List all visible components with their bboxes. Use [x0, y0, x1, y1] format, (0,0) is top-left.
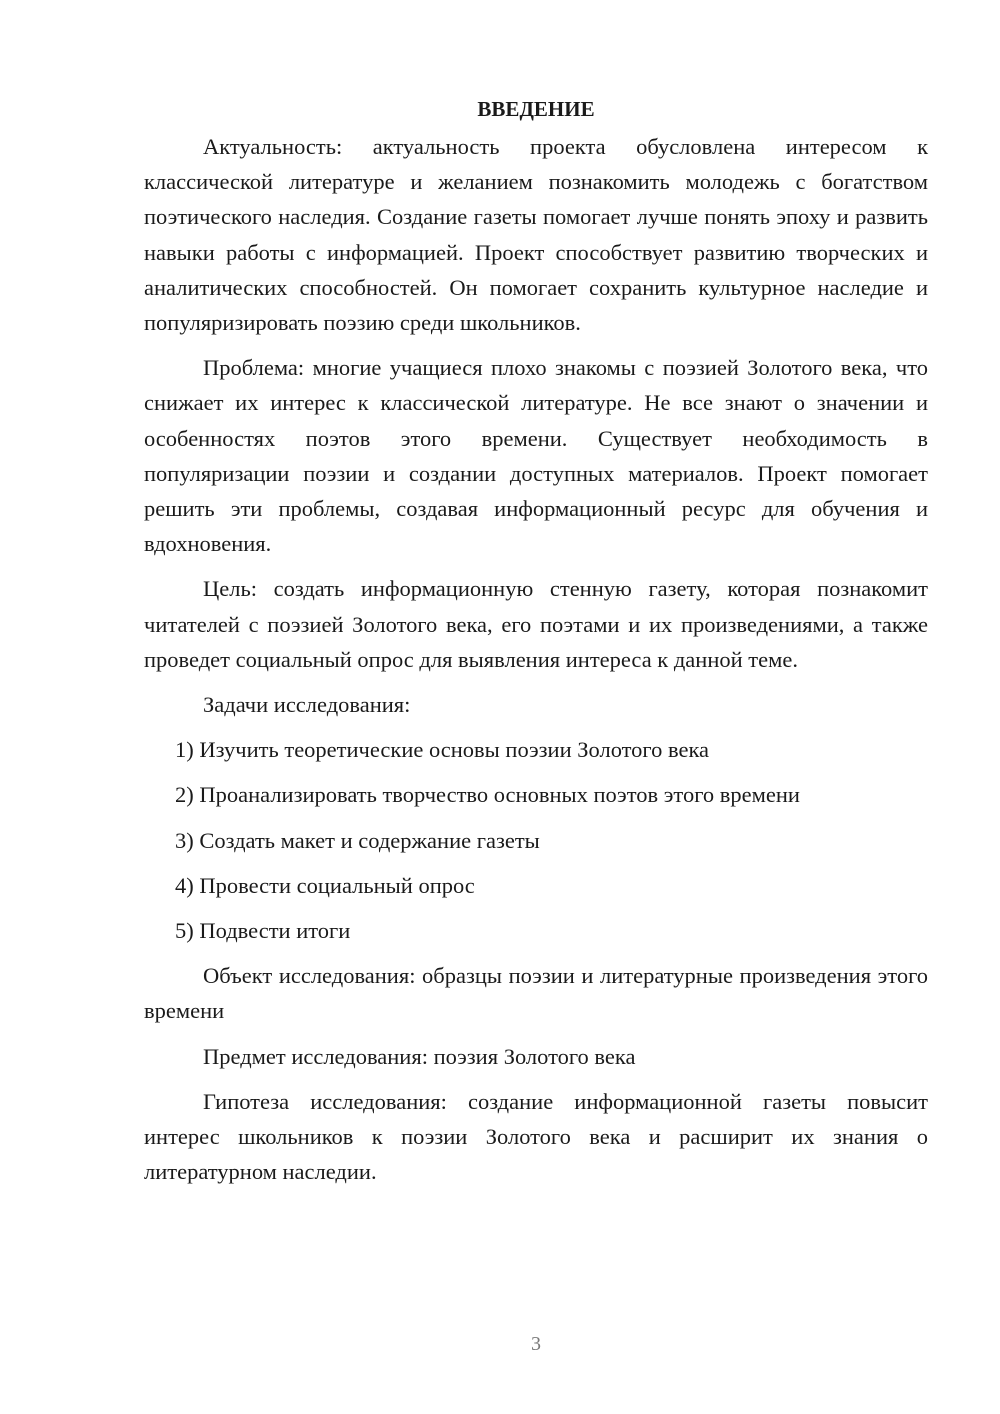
relevance-paragraph: Актуальность: актуальность проекта обусловлена интересом к классической литературе и желанием познакомить молодежь с богатством поэтического наследия. Создание газеты помогает лучше понять эпоху и развить навыки работы с информацией. Проект способствует развитию творческих и аналитических способностей. Он помогает сохранить культурное наследие и популяризировать поэзию среди школьников.: [144, 134, 928, 336]
object-paragraph: Объект исследования: образцы поэзии и литературные произведения этого времени: [144, 963, 928, 1024]
page-content: [144, 92, 928, 1199]
section-title: ВВЕДЕНИЕ: [477, 97, 595, 121]
page-number: 3: [531, 1333, 541, 1355]
task-item: 1) Изучить теоретические основы поэзии Золотого века: [175, 737, 710, 763]
task-item: 2) Проанализировать творчество основных поэтов этого времени: [175, 782, 800, 808]
subject-paragraph: Предмет исследования: поэзия Золотого века: [203, 1043, 636, 1069]
tasks-heading: Задачи исследования:: [203, 692, 411, 718]
task-item: 5) Подвести итоги: [175, 918, 351, 944]
task-item: 3) Создать макет и содержание газеты: [175, 827, 540, 853]
problem-paragraph: Проблема: многие учащиеся плохо знакомы с поэзией Золотого века, что снижает их интерес к классической литературе. Не все знают о значении и особенностях поэтов этого времени. Существует необходимость в популяризации поэзии и создании доступных материалов. Проект помогает решить эти проблемы, создавая информационный ресурс для обучения и вдохновения.: [144, 355, 928, 557]
goal-paragraph: Цель: создать информационную стенную газету, которая познакомит читателей с поэзией Золотого века, его поэтами и их произведениями, а также проведет социальный опрос для выявления интереса к данной теме.: [144, 576, 928, 672]
hypothesis-paragraph: Гипотеза исследования: создание информационной газеты повысит интерес школьников к поэзии Золотого века и расширит их знания о литературном наследии.: [144, 1088, 928, 1185]
task-item: 4) Провести социальный опрос: [175, 872, 475, 898]
